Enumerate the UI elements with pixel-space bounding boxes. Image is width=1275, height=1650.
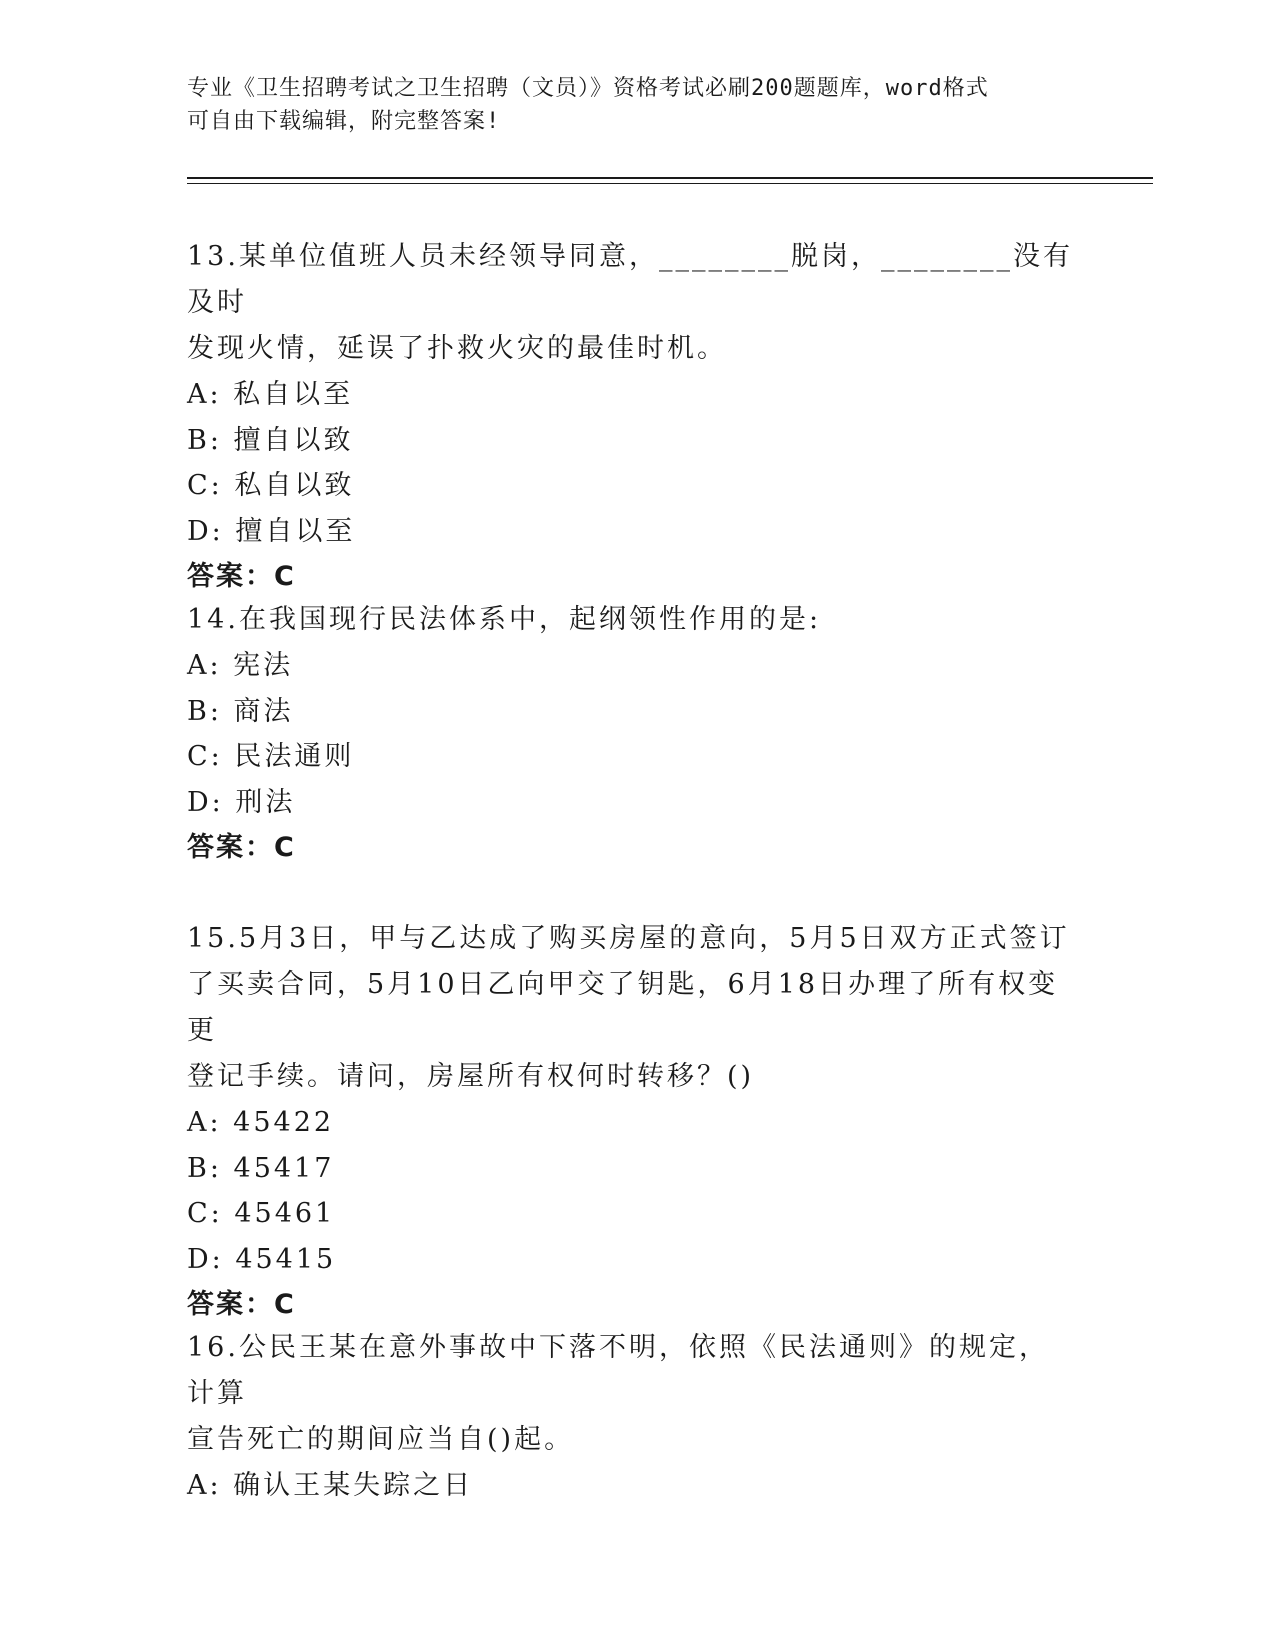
question-stem-line: 14.在我国现行民法体系中，起纲领性作用的是: bbox=[187, 604, 822, 635]
question-stem-line: 登记手续。请问，房屋所有权何时转移？() bbox=[187, 1061, 755, 1092]
header-line-2: 可自由下载编辑，附完整答案! bbox=[187, 109, 501, 134]
question-14 bbox=[187, 597, 1077, 871]
option-c: C: 私自以致 bbox=[187, 470, 355, 501]
header-divider-thin bbox=[187, 183, 1153, 184]
document-header bbox=[187, 72, 1067, 138]
option-a: A: 宪法 bbox=[187, 650, 294, 681]
question-stem-line: 发现火情，延误了扑救火灾的最佳时机。 bbox=[187, 333, 727, 364]
question-13 bbox=[187, 234, 1077, 600]
option-b: B: 45417 bbox=[187, 1152, 335, 1184]
option-a: A: 确认王某失踪之日 bbox=[187, 1470, 474, 1501]
option-d: D: 45415 bbox=[187, 1243, 337, 1275]
option-a: A: 私自以至 bbox=[187, 379, 354, 410]
option-b: B: 擅自以致 bbox=[187, 424, 354, 456]
question-stem-line: 16.公民王某在意外事故中下落不明，依照《民法通则》的规定，计算 bbox=[187, 1332, 1049, 1409]
question-15 bbox=[187, 916, 1077, 1328]
option-a: A: 45422 bbox=[187, 1107, 335, 1138]
header-divider-thick bbox=[187, 177, 1153, 179]
option-d: D: 擅自以至 bbox=[187, 515, 356, 547]
question-stem-line: 13.某单位值班人员未经领导同意，________脱岗，________没有及时 bbox=[187, 241, 1073, 318]
option-c: C: 45461 bbox=[187, 1198, 336, 1229]
option-b: B: 商法 bbox=[187, 695, 294, 727]
header-line-1: 专业《卫生招聘考试之卫生招聘（文员）》资格考试必刷200题题库，word格式 bbox=[187, 76, 989, 101]
answer-line: 答案：C bbox=[187, 561, 296, 592]
question-16 bbox=[187, 1325, 1077, 1509]
option-c: C: 民法通则 bbox=[187, 741, 355, 772]
question-stem-line: 了买卖合同，5月10日乙向甲交了钥匙，6月18日办理了所有权变更 bbox=[187, 969, 1059, 1046]
question-stem-line: 15.5月3日，甲与乙达成了购买房屋的意向，5月5日双方正式签订 bbox=[187, 923, 1070, 954]
answer-line: 答案：C bbox=[187, 1289, 296, 1320]
option-d: D: 刑法 bbox=[187, 786, 296, 818]
question-stem-line: 宣告死亡的期间应当自()起。 bbox=[187, 1424, 575, 1455]
answer-line: 答案：C bbox=[187, 832, 296, 863]
